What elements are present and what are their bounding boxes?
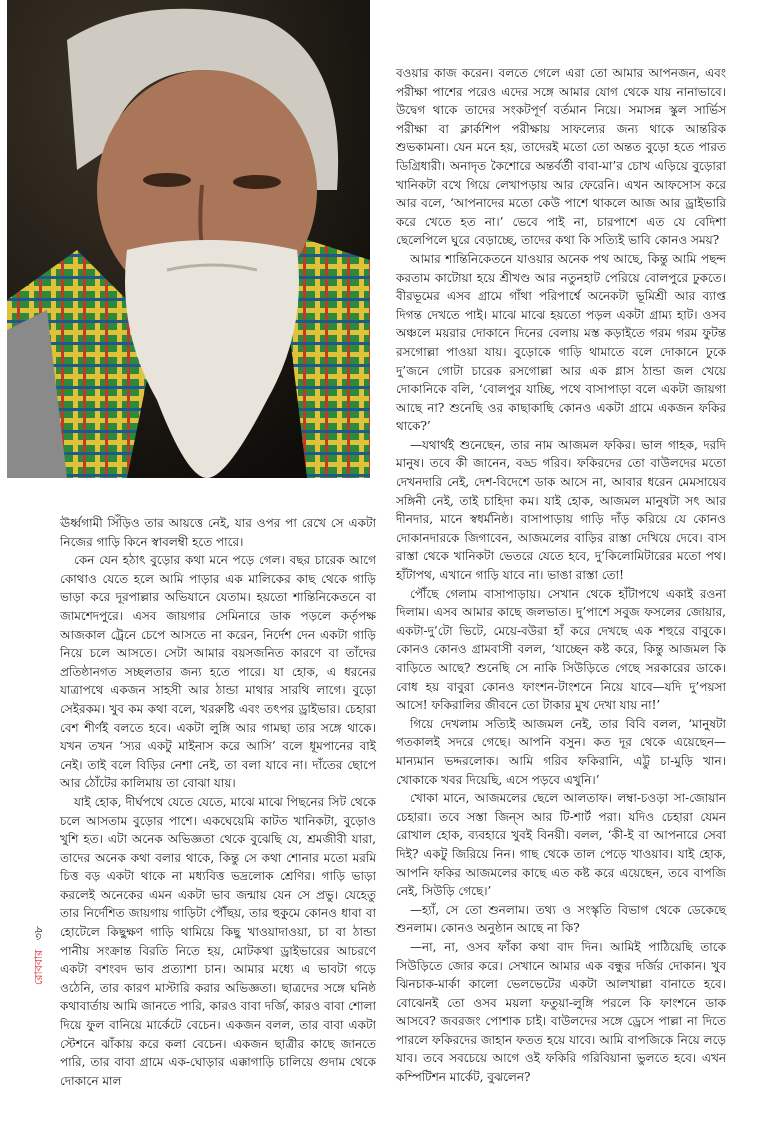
portrait-photo-icon [7,0,370,478]
paragraph: বওয়ার কাজ করেন। বলতে গেলে এরা তো আমার আপনজন, এবং পরীক্ষা পাশের পরেও এদের সঙ্গে আমার যোগ থেকে যায় নানাভাবে। উদ্বেগ থাকে তাদের সংকটপূর্ণ বর্তমান নিয়ে। সমাসন্ন স্কুল সার্ভিস পরীক্ষা বা ক্লার্কশিপ পরীক্ষায় সাফল্যের জন্য থাকে আন্তরিক শুভকামনা। যেন মনে হয়, তাদেরই মতো তো অন্তত বুড়ো হতে পারত ডিগ্রিধারী। অনাদৃত কৈশোরে অন্তর্বর্তী বাবা-মা’র চোখ এড়িয়ে বুড়োরা খানিকটা বখে গিয়ে লেখাপড়ায় আর ফেরেনি। এখন আফসোস করে আর বলে, ‘আপনাদের মতো কেউ পাশে থাকলে আজ আর ড্রাইভারি করে খেতে হত না।’ ভেবে পাই না, চারপাশে এত যে বেদিশা ছেলেপিলে ঘুরে বেড়াচ্ছে, তাদের কথা কি সত্যিই ভাবি কোনও সময়? [396,66,726,248]
paragraph: ঊর্ধ্বগামী সিঁড়িও তার আয়ত্তে নেই, যার ওপর পা রেখে সে একটা নিজের গাড়ি কিনে স্বাবলম্বী হতে পারে। [60,516,376,549]
paragraph: গিয়ে দেখলাম সত্যিই আজমল নেই, তার বিবি বলল, ‘মানুষটা গতকালই সদরে গেছে। আপনি বসুন। কত দূর থেকে এয়েছেন—মান্যমান ভদ্দরলোক। আমি গরিব ফকিরানি, এট্টু চা-মুড়ি খান। খোকাকে খবর দিয়েছি, এসে পড়বে এখুনি।’ [396,716,726,787]
paragraph: খোকা মানে, আজমলের ছেলে আলতাফ। লম্বা-চওড়া সা-জোয়ান চেহারা। তবে সস্তা জিন্‌স আর টি-শার্ট পরা। যদিও চেহারা যেমন রোখাল হোক, ব্যবহারে খুবই বিনয়ী। বলল, ‘কী-ই বা আপনারে সেবা দিই? একটু জিরিয়ে নিন। গাছ থেকে তাল পেড়ে খাওয়াব। যাই হোক, আপনি ফকির আজমলের কাছে এত কষ্ট করে এয়েছেন, তবে বাপজি নেই, সিউড়ি গেছে।’ [396,791,726,899]
magazine-name: রোববার [32,949,45,985]
page-number: ৩৮ [32,926,45,941]
paragraph: —হ্যাঁ, সে তো শুনলাম। তথ্য ও সংস্কৃতি বিভাগ থেকে ডেকেছে শুনলাম। কোনও অনুষ্ঠান আছে না কি? [396,902,726,936]
paragraph: —না, না, ওসব ফাঁকা কথা বাদ দিন। আমিই পাঠিয়েছি তাকে সিউড়িতে জোর করে। সেখানে আমার এক বন্ধুর দর্জির দোকান। খুব ঝিনচাক-মার্কা কালো ভেলভেটের একটা আলখাল্লা বানাতে হবে। বোঝেনই তো ওসব ময়লা ফতুয়া-লুঙ্গি পরলে কি ফাংশনে ডাক আসবে? জবরজং পোশাক চাই। বাউলদের সঙ্গে ড্রেসে পাল্লা না দিতে পারলে ফকিরদের জাহান ফতত হয়ে যাবে। আমি বাপজিকে নিয়ে লড়ে যাব। তবে সবচেয়ে আগে ওই ফকিরি গরিবিয়ানা ভুলতে হবে। এখন কম্পিটিশন মার্কেট, বুঝলেন? [396,939,726,1085]
page-folio [30,926,49,985]
paragraph: —যথার্থই শুনেছেন, তার নাম আজমল ফকির। ভাল গাহক, দরদি মানুষ। তবে কী জানেন, বড্ড গরিব। ফকিরদের তো বাউলদের মতো দেখনদারি নেই, দেশ-বিদেশে ডাক আসে না, আবার ধরেন মেমসায়েব সঙ্গিনী নেই, তাই চাহিদা কম। যাই হোক, আজমল মানুষটা সৎ আর দীনদার, মানে স্বধর্মনিষ্ঠ। বাসাপাড়ায় গাড়ি দাঁড় করিয়ে যে কোনও দোকানদারকে জিগাবেন, আজমলের বাড়ির রাস্তা দেখিয়ে দেবে। বাস রাস্তা থেকে খানিকটা ভেতরে যেতে হবে, দু’কিলোমিটারের মতো পথ। হাঁটাপথ, এখানে গাড়ি যাবে না। ভাঙা রাস্তা তো! [396,437,726,583]
left-column [60,514,376,1090]
paragraph: যাই হোক, দীর্ঘপথে যেতে যেতে, মাঝে মাঝে পিছনের সিট থেকে চলে আসতাম বুড়োর পাশে। একঘেয়েমি কাটত খানিকটা, বুড়োও খুশি হত। এটা অনেক অভিজ্ঞতা থেকে বুঝেছি যে, শ্রমজীবী যারা, তাদের অনেক কথা বলার থাকে, কিন্তু সে কথা শোনার মতো মরমি চিত্ত বড় একটা থাকে না মধ্যবিত্ত ভদ্রলোক শ্রেণির। গাড়ি ভাড়া করলেই অনেকের এমন একটা ভাব জন্মায় যেন সে প্রভু। যেহেতু তার নির্দেশিত জায়গায় গাড়িটা পৌঁছয়, তার হুকুমে কোনও ধাবা বা হোটেলে কিছুক্ষণ গাড়ি থামিয়ে কিছু খাওয়াদাওয়া, চা বা ঠান্ডা পানীয় সংক্রান্ত বিরতি নিতে হয়, মোটকথা ড্রাইভারের আচরণে একটা বশংবদ ভাব প্রত্যাশা চান। আমার মধ্যে এ ভাবটা গড়ে ওঠেনি, তার কারণ মাস্টারি করার অভিজ্ঞতা। ছাত্রদের সঙ্গে ঘনিষ্ঠ কথাবার্তায় আমি জানতে পারি, কারও বাবা দর্জি, কারও বাবা শোলা দিয়ে ফুল বানিয়ে মার্কেটে বেচেন। একজন বলল, তার বাবা একটা স্টেশনে ঝাঁকায় করে কলা বেচেন। একজন ছাত্রীর কাছে জানতে পারি, তার বাবা গ্রামে এক-ঘোড়ার এক্কাগাড়ি চালিয়ে গুদাম থেকে দোকানে মাল [60,794,376,1088]
paragraph: কেন যেন হঠাৎ বুড়োর কথা মনে পড়ে গেল। বছর চারেক আগে কোথাও যেতে হলে আমি পাড়ার এক মালিকের কাছ থেকে গাড়ি ভাড়া করে দূরপাল্লার অভিযানে যেতাম। হয়তো শান্তিনিকেতনে বা জামশেদপুরে। এসব জায়গার সেমিনারে ডাক পড়লে কর্তৃপক্ষ আজকাল ট্রেনে চেপে আসতে না করেন, নির্দেশ দেন একটা গাড়ি নিয়ে চলে আসতে। সেটা আমার বয়সজনিত কারণে বা তাঁদের প্রতিষ্ঠানগত সচ্ছলতার জন্য হতে পারে। যা হোক, এ ধরনের যাত্রাপথে একজন সাহসী আর ঠান্ডা মাথার সারথি লাগে। বুড়ো সেইরকম। খুব কম কথা বলে, খররুষ্টি এবং তৎপর ড্রাইভার। চেহারা বেশ শীর্ণই বলতে হবে। একটা লুঙ্গি আর গামছা তার সঙ্গে থাকে। যখন তখন ‘স্যর একটু মাইনাস করে আসি’ বলে ধূমপানের বাই নেই। তাই বলে বিড়ির নেশা নেই, তা বলা যাবে না। দাঁতের ছোপে আর ঠোঁটের কালিমায় তা বোঝা যায়। [60,553,376,791]
right-column [396,64,726,1087]
portrait-photo [7,0,370,478]
paragraph: পৌঁছে গেলাম বাসাপাড়ায়। সেখান থেকে হাঁটাপথে একাই রওনা দিলাম। এসব আমার কাছে জলভাত। দু’পাশে সবুজ ফসলের জোয়ার, একটা-দু’টো ভিটে, মেয়ে-বউরা হাঁ করে দেখছে এক শহুরে বাবুকে। কোনও কোনও গ্রামবাসী বলল, ‘যাচ্ছেন কষ্ট করে, কিন্তু আজমল কি বাড়িতে আছে? শুনেছি সে নাকি সিউড়িতে গেছে সরকারের ডাকে। বোধ হয় বাবুরা কোনও ফাংশন-টাংশনে নিয়ে যাবে—যদি দু’পয়সা আসে! ফকিরালির জীবনে তো টাকার মুখ দেখা যায় না!’ [396,586,726,713]
paragraph: আমার শান্তিনিকেতনে যাওয়ার অনেক পথ আছে, কিন্তু আমি পছন্দ করতাম কাটোয়া হয়ে শ্রীখণ্ড আর নতুনহাট পেরিয়ে বোলপুরে ঢুকতে। বীরভূমের এসব গ্রামে গাঁথা পরিপার্শ্বে অনেকটা ভূমিশ্রী আর ব্যাপ্ত দিগন্ত দেখতে পাই। মাঝে মাঝে হয়তো পড়ল একটা গ্রাম্য হাট। ওসব অঞ্চলে ময়রার দোকানে দিনের বেলায় মস্ত কড়াইতে গরম গরম ফুটন্ত রসগোল্লা পাওয়া যায়। বুড়োকে গাড়ি থামাতে বলে দোকানে ঢুকে দু’জনে গোটা চারেক রসগোল্লা আর এক গ্লাস ঠান্ডা জল খেয়ে দোকানিকে বলি, ‘বোলপুর যাচ্ছি, পথে বাসাপাড়া বলে একটা জায়গা আছে না? শুনেছি ওর কাছাকাছি কোনও একটা গ্রামে একজন ফকির থাকে?’ [396,251,726,434]
